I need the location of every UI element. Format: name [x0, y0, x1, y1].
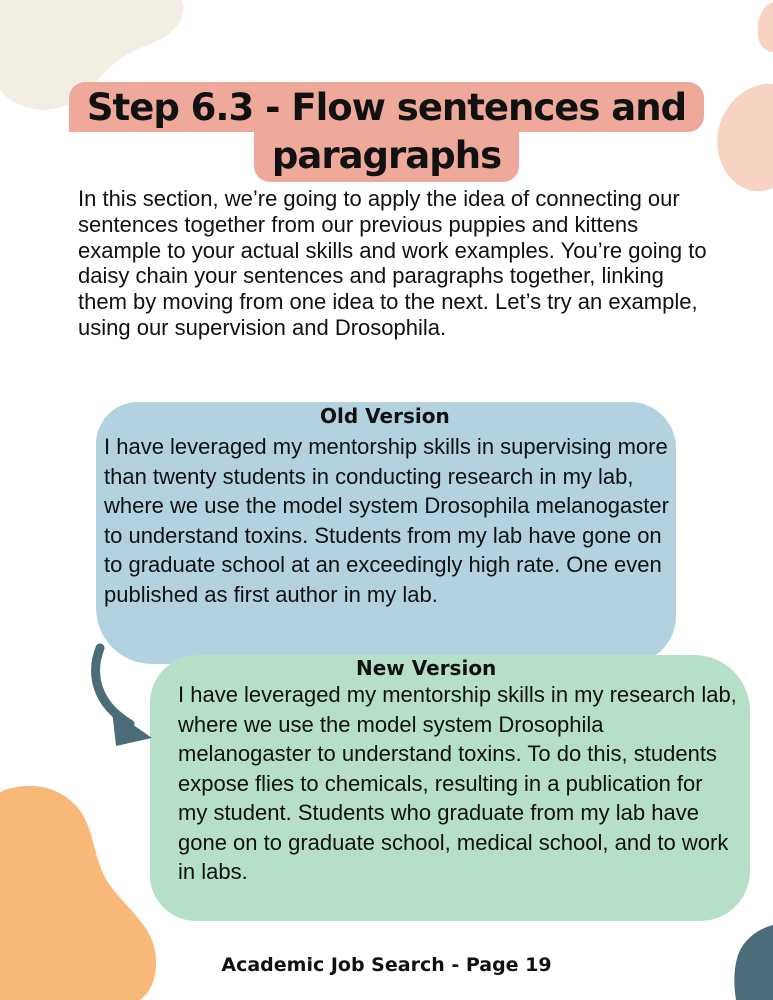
page-footer: Academic Job Search - Page 19 — [221, 954, 552, 976]
title-line-1: Step 6.3 - Flow sentences and — [69, 82, 704, 132]
old-version-text: I have leveraged my mentorship skills in supervising more than twenty students in conducting research in my lab, where we use the model system Drosophila melanogaster to understand toxins. Students from my lab have gone on to graduate school at an exceedingly high rate. One even published as first author in my lab. — [104, 434, 669, 607]
intro-paragraph: In this section, we’re going to apply the idea of connecting our sentences together from our previous puppies and kittens example to your actual skills and work examples. You’re going to daisy chain your sentences and paragraphs together, linking them by moving from one idea to the next. Let’s try an example, using our supervision and Drosophila. — [78, 186, 707, 340]
old-version-label: Old Version — [320, 404, 450, 428]
new-version-text: I have leveraged my mentorship skills in my research lab, where we use the model system Drosophila melanogaster to understand toxins. To do this, students expose flies to chemicals, resulting in a publication for my student. Students who graduate from my lab have gone on to graduate school, medical school, and to work in labs. — [178, 682, 737, 884]
title-line-2: paragraphs — [254, 132, 519, 182]
new-version-label: New Version — [356, 656, 497, 680]
curved-arrow-icon — [86, 640, 166, 750]
page-title — [0, 82, 773, 182]
